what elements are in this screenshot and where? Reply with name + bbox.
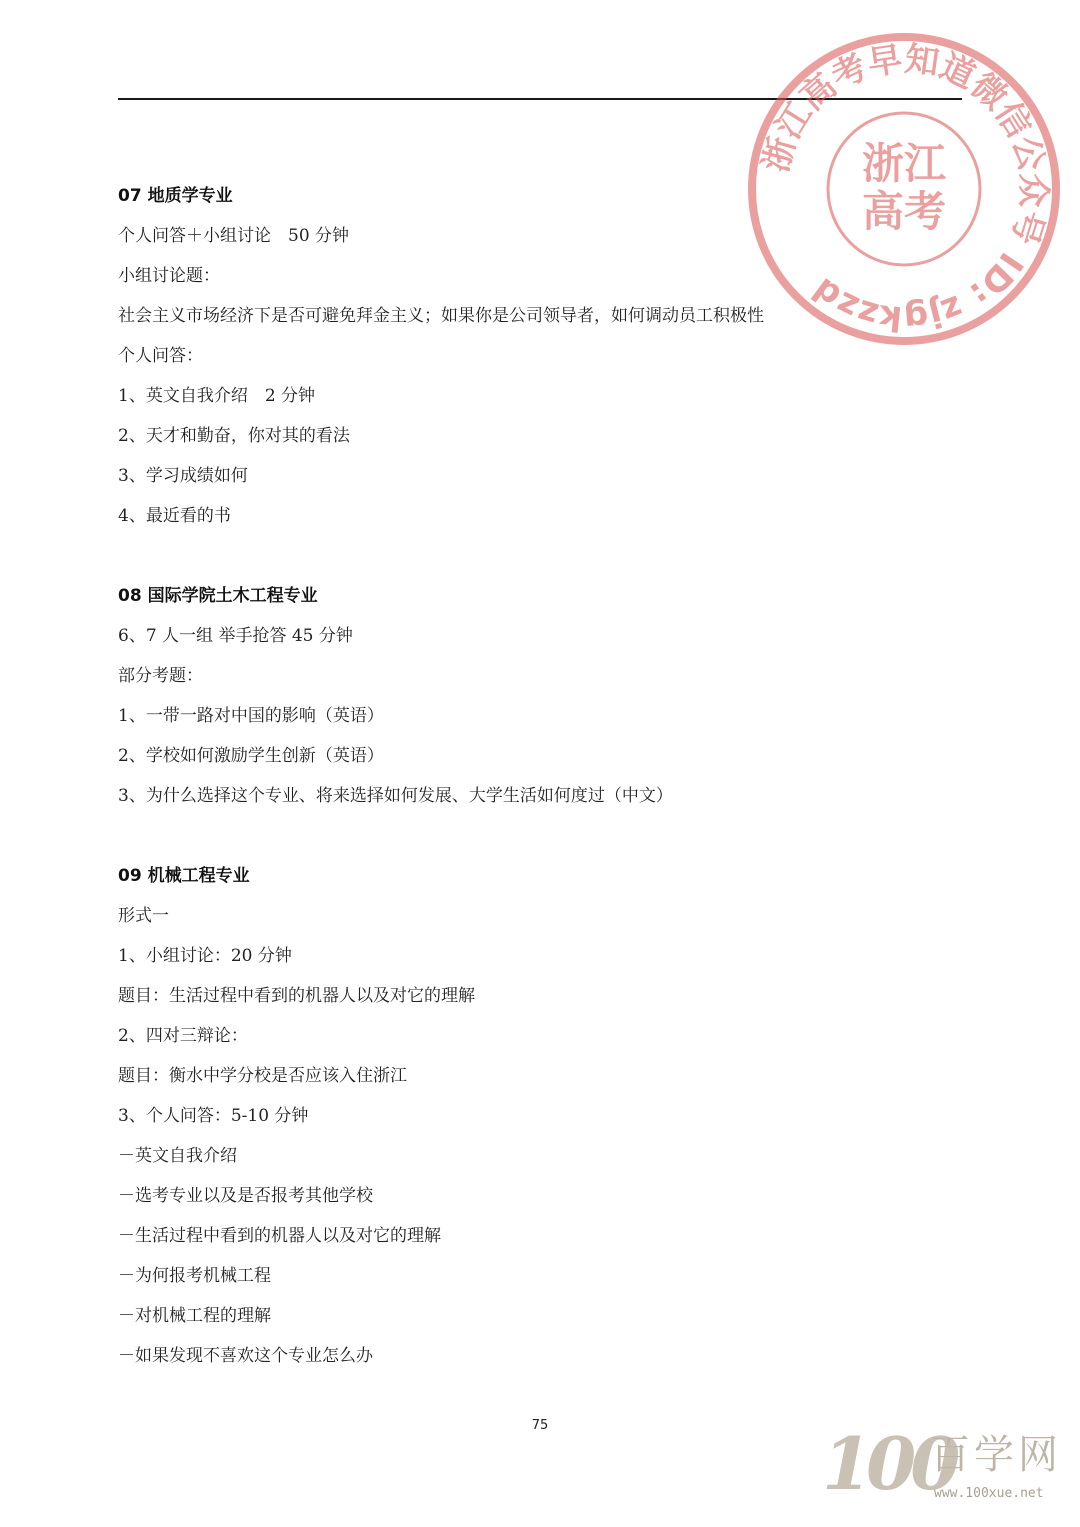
text-line: －为何报考机械工程 <box>118 1266 271 1286</box>
section-09 <box>118 856 938 1376</box>
text-line: －选考专业以及是否报考其他学校 <box>118 1186 373 1206</box>
text-line: －如果发现不喜欢这个专业怎么办 <box>118 1346 373 1366</box>
text-line: －生活过程中看到的机器人以及对它的理解 <box>118 1226 441 1246</box>
text-line: 2、四对三辩论： <box>118 1026 248 1046</box>
text-line: 个人问答： <box>118 346 203 366</box>
text-line: 3、学习成绩如何 <box>118 466 248 486</box>
seal-stamp <box>745 30 1063 348</box>
text-line: 4、最近看的书 <box>118 506 231 526</box>
text-line: －英文自我介绍 <box>118 1146 237 1166</box>
section-08 <box>118 576 938 816</box>
text-line: －对机械工程的理解 <box>118 1306 271 1326</box>
text-line: 题目：衡水中学分校是否应该入住浙江 <box>118 1066 407 1086</box>
stamp-ring-textpath: 浙江高考早知道微信公众号 ID: zjgkzzd <box>755 39 1054 339</box>
section-heading: 07 地质学专业 <box>118 186 233 206</box>
watermark-name: 百学网 <box>930 1432 1062 1478</box>
text-line: 2、学校如何激励学生创新（英语） <box>118 746 384 766</box>
text-line: 3、个人问答：5-10 分钟 <box>118 1106 309 1126</box>
text-line: 小组讨论题： <box>118 266 220 286</box>
document-body <box>118 176 938 1416</box>
stamp-center-line2: 高考 <box>861 187 947 236</box>
text-line: 形式一 <box>118 906 169 926</box>
watermark-mark: 100 <box>822 1421 955 1506</box>
text-line: 题目：生活过程中看到的机器人以及对它的理解 <box>118 986 475 1006</box>
text-line: 6、7 人一组 举手抢答 45 分钟 <box>118 626 353 646</box>
text-line: 个人问答＋小组讨论 50 分钟 <box>118 226 350 246</box>
site-watermark-logo <box>822 1418 1072 1518</box>
text-line: 1、一带一路对中国的影响（英语） <box>118 706 384 726</box>
page-number: 75 <box>531 1418 549 1433</box>
text-line: 1、小组讨论：20 分钟 <box>118 946 292 966</box>
section-heading: 09 机械工程专业 <box>118 866 250 886</box>
stamp-center-line1: 浙江 <box>861 139 947 188</box>
text-line: 3、为什么选择这个专业、将来选择如何发展、大学生活如何度过（中文） <box>118 786 673 806</box>
watermark-url: www.100xue.net <box>934 1486 1044 1501</box>
text-line: 社会主义市场经济下是否可避免拜金主义；如果你是公司领导者，如何调动员工积极性 <box>118 306 764 326</box>
text-line: 1、英文自我介绍 2 分钟 <box>118 386 316 406</box>
section-heading: 08 国际学院土木工程专业 <box>118 586 318 606</box>
text-line: 2、天才和勤奋，你对其的看法 <box>118 426 350 446</box>
text-line: 部分考题： <box>118 666 203 686</box>
